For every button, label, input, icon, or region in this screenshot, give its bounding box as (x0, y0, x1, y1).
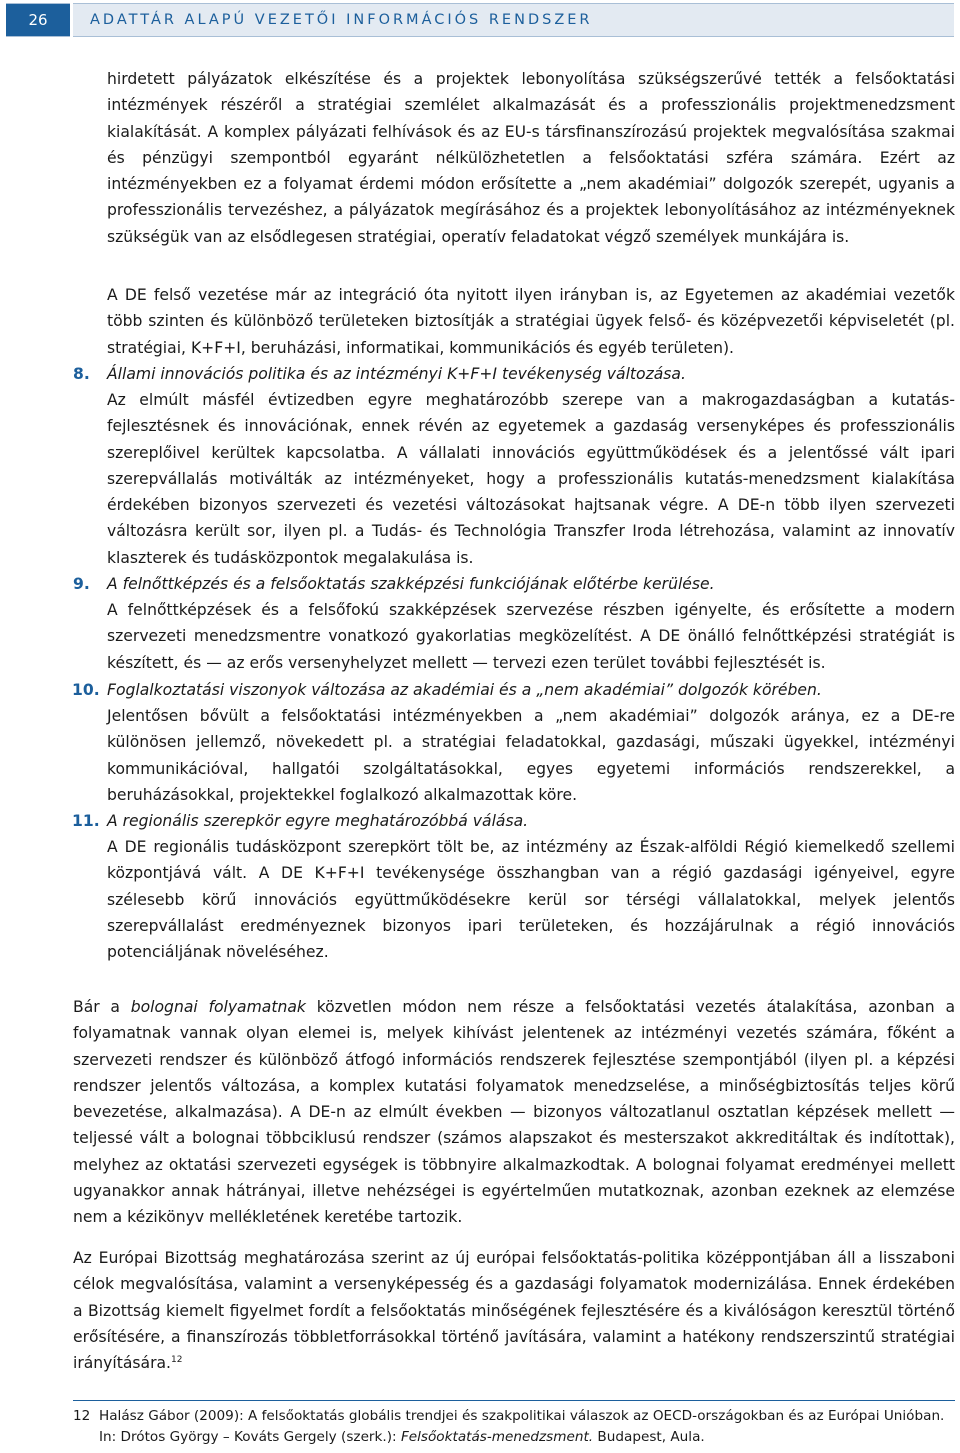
emphasis: Felsőoktatás-menedzsment. (400, 1429, 594, 1445)
item-number: 10. (72, 681, 100, 699)
text-run: Halász Gábor (2009): A felsőoktatás globális trendjei és szakpolitikai válaszok az OECD-országokban és az Európai Unióban. In: Drótos György – Kováts Gergely (szerk.): (99, 1408, 945, 1445)
item-number: 9. (73, 575, 90, 593)
item-9-body: A felnőttképzések és a felsőfokú szakképzések szervezése részben igényelte, és erősítette a modern szervezeti menedzsmentre vonatkozó gyakorlatias megközelítést. A DE önálló felnőttképzési stratégiát is készített, és — az erős versenyhelyzet mellett — tervezi ezen terület további fejlesztését is. (107, 601, 955, 672)
text-run: Az Európai Bizottság meghatározása szerint az új európai felsőoktatás-politika középpontjában áll a lisszaboni célok megvalósítása, valamint a versenyképesség és a gazdasági folyamatok modernizálása. Ennek érdekében a Bizottság kiemelt figyelmet fordít a felsőoktatás minőségének fejlesztésére és a kiválóságon keresztül történő erősítésére, a finanszírozás többletforrásokkal történő javítására, valamint a hatékony rendszerszintű stratégiai irányítására. (73, 1249, 955, 1373)
eu-paragraph (73, 1245, 955, 1376)
item-title: Állami innovációs politika és az intézményi K+F+I tevékenység változása. (107, 365, 686, 383)
item-number: 11. (72, 812, 100, 830)
bologna-paragraph (73, 994, 955, 1231)
item-11-body: A DE regionális tudásközpont szerepkört tölt be, az intézmény az Észak-alföldi Régió kiemelkedő szellemi központjává vált. A DE K+F+I tevékenysége összhangban van a régió gazdasági igényeivel, egyre szélesebb körű innovációs együttműködésekre kerül sor térségi vállalatokkal, melyek jelentős szerepvállalást eredményeznek bizonyos ipari területeken, és hozzájárulnak a régió innovációs potenciáljának növeléséhez. (107, 838, 955, 962)
footnote-text (99, 1406, 955, 1448)
page-number: 26 (6, 3, 70, 37)
text-run: Budapest, Aula. (593, 1429, 705, 1445)
running-title: ADATTÁR ALAPÚ VEZETŐI INFORMÁCIÓS RENDSZER (73, 3, 954, 37)
page-header (0, 0, 960, 40)
footnote-reference[interactable]: 12 (171, 1355, 183, 1365)
item-title: Foglalkoztatási viszonyok változása az akadémiai és a „nem akadémiai” dolgozók körében. (107, 681, 822, 699)
item-8-body: Az elmúlt másfél évtizedben egyre meghatározóbb szerepe van a makrogazdaságban a kutatás-fejlesztésnek és innovációnak, ennek révén az egyetemek a gazdaság versenyképes és professzionális szereplőivel kerültek kapcsolatba. A vállalati innovációs együttműködések és a jelentőssé vált ipari szerepvállalás motiválták az intézményeket, hogy a professzionális kutatás-menedzsment kialakítása érdekében bizonyos szervezeti és vezetési változásokat hajtsanak végre. A DE-n több ilyen szervezeti változásra került sor, ilyen pl. a Tudás- és Technológia Transzfer Iroda létrehozása, valamint az innovatív klaszterek és tudásközpontok megalakulása is. (107, 391, 955, 567)
intro-paragraph-2: A DE felső vezetése már az integráció óta nyitott ilyen irányban is, az Egyetemen az akadémiai vezetők több szinten és különböző területeken biztosítják a stratégiai ügyek felső- és középvezetői képviseletét (pl. stratégiai, K+F+I, beruházási, informatikai, kommunikációs és egyéb területen). (107, 286, 955, 357)
item-10-body: Jelentősen bővült a felsőoktatási intézményekben a „nem akadémiai” dolgozók aránya, ez a DE-re különösen jellemző, növekedett pl. a stratégiai feladatokkal, gazdasági, műszaki ügyekkel, intézményi kommunikációval, hallgatói szolgáltatásokkal, egyes egyetemi információs rendszerekkel, a beruházásokkal, projektekkel foglalkozó alkalmazottak köre. (107, 707, 955, 804)
item-title: A regionális szerepkör egyre meghatározóbbá válása. (107, 812, 529, 830)
item-number: 8. (73, 365, 90, 383)
text-run: közvetlen módon nem része a felsőoktatási vezetés átalakítása, azonban a folyamatnak vannak olyan elemei is, melyek kihívást jelentenek az intézményi vezetés számára, főként a szervezeti rendszer és különböző átfogó információs rendszerek fejlesztése szempontjából (ilyen pl. a képzési rendszer jelentős változása, a komplex kutatási folyamatok menedzselése, a minőségbiztosítás teljes körű bevezetése, alkalmazása). A DE-n az elmúlt években — bizonyos változatlanul osztatlan képzések mellett — teljessé vált a bolognai többciklusú rendszer (számos alapszakot és mesterszakot akkreditáltak és indítottak), melyhez az oktatási szervezeti egységek is többnyire alkalmazkodtak. A bolognai folyamat eredményei mellett ugyanakkor annak hátrányai, illetve nehézségei is egyértelműen mutatkoznak, azonban ezeknek az elemzése nem a kézikönyv mellékletének keretébe tartozik. (73, 998, 955, 1227)
footnote-number: 12 (73, 1408, 91, 1424)
item-title: A felnőttképzés és a felsőoktatás szakképzési funkciójának előtérbe kerülése. (107, 575, 715, 593)
text-run: Bár a (73, 998, 131, 1016)
footnote-divider (73, 1400, 955, 1401)
emphasis: bolognai folyamatnak (130, 998, 306, 1016)
intro-paragraph-1: hirdetett pályázatok elkészítése és a projektek lebonyolítása szükségszerűvé tették a felsőoktatási intézmények részéről a stratégiai szemlélet alkalmazását és a professzionális projektmenedzsment kialakítását. A komplex pályázati felhívások és az EU-s társfinanszírozású projektek megvalósítása szakmai és pénzügyi szempontból egyaránt nélkülözhetetlen a felsőoktatási szféra számára. Ezért az intézményekben ez a folyamat érdemi módon erősítette a „nem akadémiai” dolgozók szerepét, ugyanis a professzionális tervezéshez, a pályázatok megírásához és a projektek lebonyolításához az intézményeknek szükségük van az elsődlegesen stratégiai, operatív feladatokat végző személyek munkájára is. (107, 70, 955, 246)
